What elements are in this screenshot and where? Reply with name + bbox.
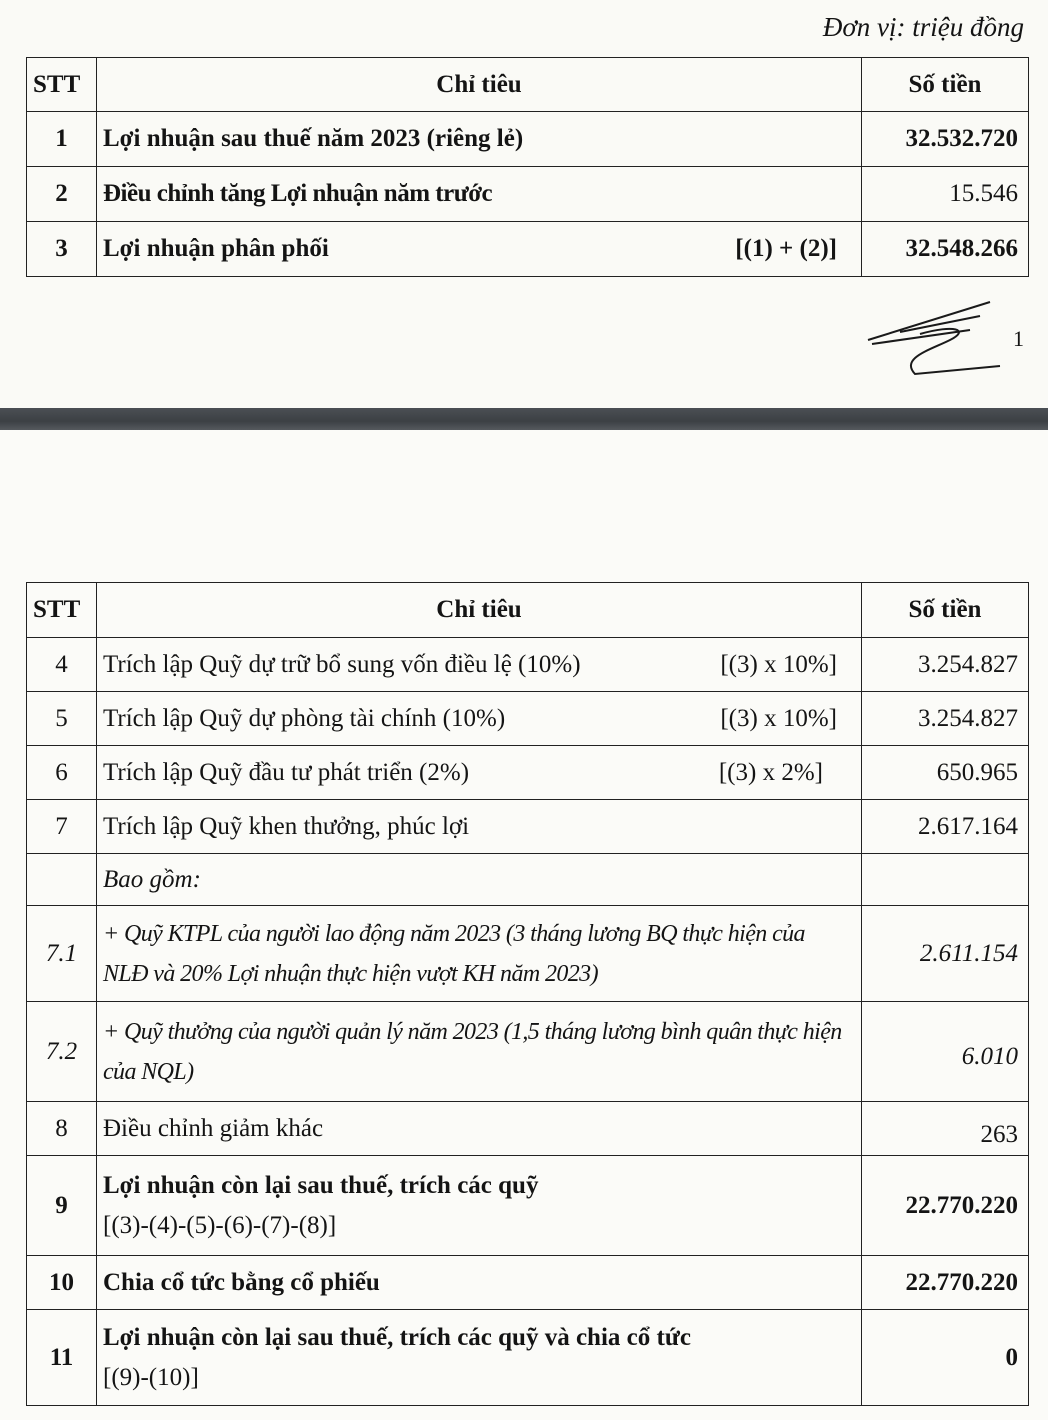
row-amount: 0 (862, 1310, 1029, 1406)
row-amount: 32.532.720 (862, 112, 1029, 167)
row-label: Trích lập Quỹ dự phòng tài chính (10%) (103, 704, 506, 732)
row-amount: 3.254.827 (862, 638, 1029, 692)
table-row (27, 1310, 1029, 1406)
row-formula: [(3)-(4)-(5)-(6)-(7)-(8)] (103, 1211, 337, 1239)
table-row (27, 112, 1029, 167)
row-stt: 10 (27, 1256, 97, 1310)
row-label: + Quỹ thưởng của người quản lý năm 2023 (1,5 tháng lương bình quân thực hiện của NQL) (97, 1002, 862, 1102)
unit-label: Đơn vị: triệu đồng (822, 12, 1024, 42)
row-formula: [(9)-(10)] (103, 1363, 199, 1391)
profit-table-part-2 (26, 582, 1029, 1406)
row-label-cell (97, 222, 862, 277)
row-stt: 7 (27, 800, 97, 854)
row-label: Điều chỉnh giảm khác (97, 1102, 862, 1156)
row-label-cell (97, 746, 862, 800)
row-amount: 22.770.220 (862, 1156, 1029, 1256)
row-label: Bao gồm: (97, 854, 862, 906)
row-amount: 22.770.220 (862, 1256, 1029, 1310)
row-stt: 1 (27, 112, 97, 167)
row-amount: 2.617.164 (862, 800, 1029, 854)
row-stt: 11 (27, 1310, 97, 1406)
table-row (27, 638, 1029, 692)
header-stt: STT (27, 58, 97, 112)
row-stt: 8 (27, 1102, 97, 1156)
header-amount: Số tiền (862, 583, 1029, 638)
row-amount: 6.010 (862, 1002, 1029, 1102)
header-amount: Số tiền (862, 58, 1029, 112)
row-label: Lợi nhuận phân phối (103, 235, 329, 262)
row-amount: 263 (862, 1102, 1029, 1156)
row-formula: [(3) x 10%] (720, 650, 837, 678)
header-indicator: Chỉ tiêu (97, 58, 862, 112)
document-page-1 (0, 0, 1048, 408)
row-amount: 2.611.154 (862, 906, 1029, 1002)
table-header-row (27, 583, 1029, 638)
header-stt: STT (27, 583, 97, 638)
document-page-2 (0, 430, 1048, 1420)
row-label: Trích lập Quỹ khen thưởng, phúc lợi (97, 800, 862, 854)
table-row (27, 854, 1029, 906)
row-label-cell (97, 638, 862, 692)
row-label: Lợi nhuận sau thuế năm 2023 (riêng lẻ) (97, 112, 862, 167)
row-formula: [(3) x 2%] (718, 758, 823, 786)
row-label-cell (97, 1310, 862, 1406)
row-amount (862, 854, 1029, 906)
table-row (27, 1002, 1029, 1102)
table-row (27, 1156, 1029, 1256)
row-stt: 5 (27, 692, 97, 746)
row-stt: 7.2 (27, 1002, 97, 1102)
table-row (27, 167, 1029, 222)
row-amount: 3.254.827 (862, 692, 1029, 746)
row-label: Trích lập Quỹ đầu tư phát triển (2%) (103, 758, 470, 786)
row-label: Lợi nhuận còn lại sau thuế, trích các quỹ (103, 1171, 539, 1199)
row-stt: 9 (27, 1156, 97, 1256)
row-label-cell (97, 692, 862, 746)
row-stt (27, 854, 97, 906)
row-label: + Quỹ KTPL của người lao động năm 2023 (3 tháng lương BQ thực hiện của NLĐ và 20% Lợi nhuận thực hiện vượt KH năm 2023) (97, 906, 862, 1002)
table-row (27, 906, 1029, 1002)
row-label-cell (97, 1156, 862, 1256)
row-stt: 2 (27, 167, 97, 222)
row-label: Điều chỉnh tăng Lợi nhuận năm trước (97, 167, 862, 222)
row-amount: 32.548.266 (862, 222, 1029, 277)
row-formula: [(1) + (2)] (735, 235, 837, 262)
signature-initials (860, 292, 1010, 382)
table-row (27, 800, 1029, 854)
row-stt: 6 (27, 746, 97, 800)
page-number: 1 (1013, 326, 1024, 351)
row-stt: 4 (27, 638, 97, 692)
row-formula: [(3) x 10%] (720, 704, 837, 732)
profit-table-part-1 (26, 57, 1029, 277)
row-label: Lợi nhuận còn lại sau thuế, trích các quỹ và chia cổ tức (103, 1323, 691, 1351)
table-row (27, 1256, 1029, 1310)
row-label: Chia cổ tức bằng cổ phiếu (97, 1256, 862, 1310)
row-amount: 650.965 (862, 746, 1029, 800)
table-row (27, 746, 1029, 800)
table-header-row (27, 58, 1029, 112)
row-label: Trích lập Quỹ dự trữ bổ sung vốn điều lệ (10%) (103, 650, 581, 678)
table-row (27, 222, 1029, 277)
row-amount: 15.546 (862, 167, 1029, 222)
row-stt: 7.1 (27, 906, 97, 1002)
table-row (27, 692, 1029, 746)
table-row (27, 1102, 1029, 1156)
header-indicator: Chỉ tiêu (97, 583, 862, 638)
page-gap (0, 408, 1048, 430)
row-stt: 3 (27, 222, 97, 277)
